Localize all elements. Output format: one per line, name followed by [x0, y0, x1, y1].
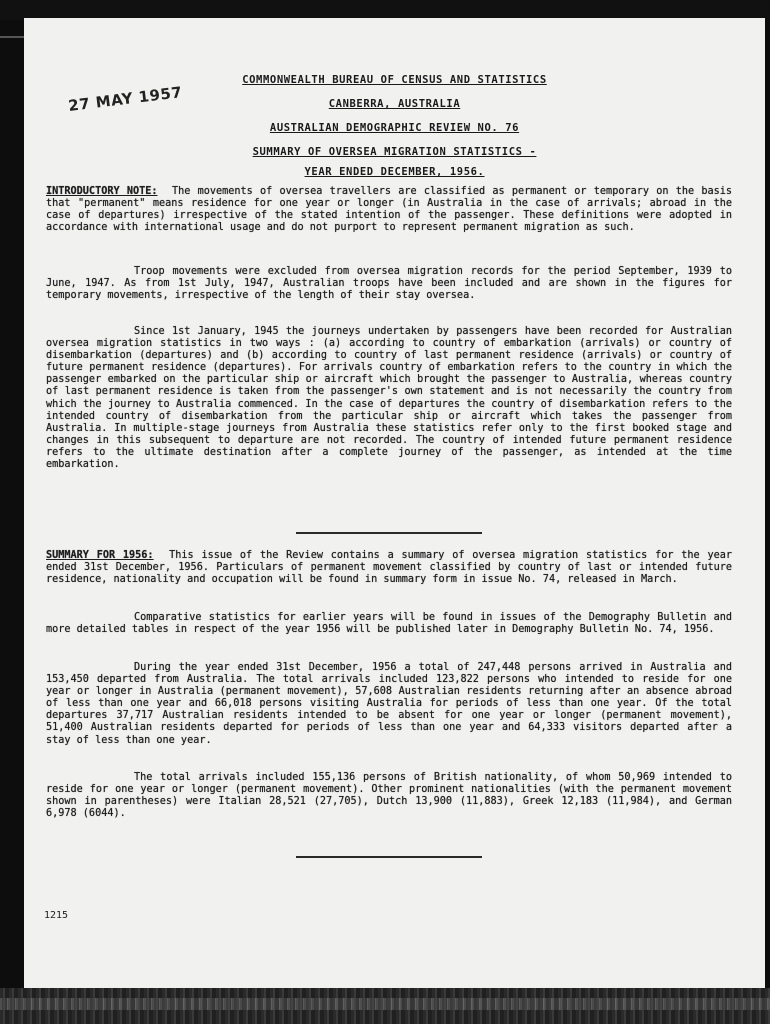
header-review-number: AUSTRALIAN DEMOGRAPHIC REVIEW NO. 76 — [269, 122, 520, 134]
summary-paragraph-2: Comparative statistics for earlier years will be found in issues of the Demography Bulletin and more detailed tables in respect of the year 1956 will be published later in Demography Bulletin No. 74, 1956. — [46, 612, 732, 636]
intro-lead: INTRODUCTORY NOTE: — [46, 186, 158, 197]
page-number: 1215 — [44, 910, 69, 921]
header-location: CANBERRA, AUSTRALIA — [328, 98, 461, 110]
film-strip-edge — [0, 988, 770, 1024]
summary-lead: SUMMARY FOR 1956: — [46, 550, 154, 561]
intro-paragraph-3: Since 1st January, 1945 the journeys undertaken by passengers have been recorded for Australian oversea migration statistics in two ways : (a) according to country of embarkation (arrivals) or country of disembarkation (departures) and (b) according to country of last permanent residence (arrivals) or country of future permanent residence (departures). For arrivals country of embarkation refers to the country in which the passenger embarked on the particular ship or aircraft which brought the passenger to Australia, whereas country of last permanent residence is taken from the passenger's own statement and is not necessarily the country from which the journey to Australia commenced. In the case of departures the country of disembarkation refers to the intended country of disembarkation from the particular ship or aircraft which takes the passenger from Australia. In multiple-stage journeys from Australia these statistics refer only to the first booked stage and changes in this subsequent to departure are not recorded. The country of intended future permanent residence refers to the ultimate destination after a complete journey of the passenger, as intended at the time embarkation. — [46, 326, 732, 471]
intro-text-1: The movements of oversea travellers are classified as permanent or temporary on the basis that "permanent" means residence for one year or longer (in Australia in the case of arrivals; abroad in the case of departures) irrespective of the stated intention of the passenger. These definitions were adopted in accordance with international usage and do not purport to represent permanent migration as such. — [46, 186, 732, 234]
summary-paragraph-3: During the year ended 31st December, 1956 a total of 247,448 persons arrived in Australia and 153,450 departed from Australia. The total arrivals included 123,822 persons who intended to reside for one year or longer in Australia (permanent movement), 57,608 Australian residents returning after an absence abroad of less than one year and 66,018 persons visiting Australia for periods of less than one year. Of the total departures 37,717 Australian residents intended to be absent for one year or longer (permanent movement), 51,400 Australian residents departed for periods of less than one year and 64,333 visitors departed after a stay of less than one year. — [46, 662, 732, 746]
section-divider-1 — [296, 532, 482, 534]
summary-text-1: This issue of the Review contains a summary of oversea migration statistics for the year ended 31st December, 1956. Particulars of permanent movement classified by country of last or intended future residence, nationality and occupation will be found in summary form in issue No. 74, released in March. — [46, 550, 732, 586]
header-bureau: COMMONWEALTH BUREAU OF CENSUS AND STATISTICS — [242, 74, 547, 86]
section-divider-2 — [296, 856, 482, 858]
header-year: YEAR ENDED DECEMBER, 1956. — [304, 166, 485, 178]
header-summary-title: SUMMARY OF OVERSEA MIGRATION STATISTICS - — [252, 146, 537, 158]
summary-paragraph-4: The total arrivals included 155,136 persons of British nationality, of whom 50,969 intended to reside for one year or longer (permanent movement). Other prominent nationalities (with the permanent movement shown in parentheses) were Italian 28,521 (27,705), Dutch 13,900 (11,883), Greek 12,183 (11,984), and German 6,978 (6044). — [46, 772, 732, 820]
summary-paragraph-1 — [46, 550, 732, 586]
film-frame-top — [0, 0, 770, 20]
intro-paragraph-1 — [46, 186, 732, 234]
date-stamp: 27 MAY 1957 — [67, 83, 184, 115]
document-page — [24, 18, 765, 988]
intro-paragraph-2: Troop movements were excluded from oversea migration records for the period September, 1939 to June, 1947. As from 1st July, 1947, Australian troops have been included and are shown in the figures for temporary movements, irrespective of the length of their stay oversea. — [46, 266, 732, 302]
